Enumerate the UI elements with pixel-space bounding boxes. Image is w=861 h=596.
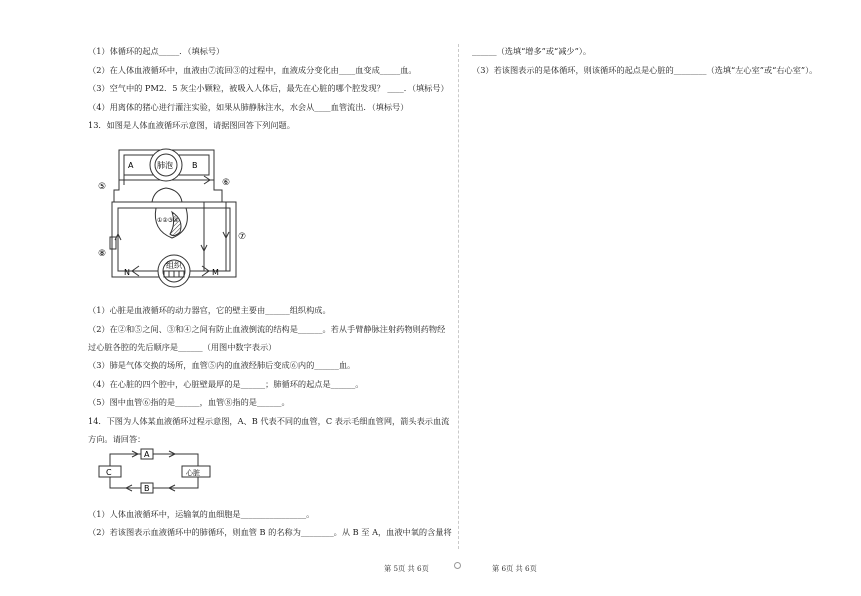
q13-part5: （5）图中血管⑥指的是______，血管⑧指的是______。 [88,397,290,407]
label-vessel-a: A [144,450,150,459]
circulation-diagram [94,140,254,295]
binding-hole-icon [454,562,461,569]
q14-part1: （1）人体血液循环中，运输氧的血细胞是________________。 [88,509,315,519]
page-number-right: 第 6页 共 6页 [492,564,537,573]
q13-part3: （3）肺是气体交换的场所，血管⑤内的血液经肺后变成⑥内的______血。 [88,360,356,370]
q13-part2b: 过心脏各腔的先后顺序是______（用图中数字表示） [88,342,277,352]
label-heart: 心脏 [186,469,200,477]
q12-part2: （2）在人体血液循环中，血液由⑦流回③的过程中，血液成分变化由____血变成_____血。 [88,65,417,75]
label-vessel-n: N [124,268,130,277]
q13-part2a: （2）在②和⑤之间、③和④之间有防止血液倒流的结构是______。若从手臂静脉注射药物则药物经 [88,324,446,334]
label-capillary-c: C [106,468,112,477]
q12-part1: （1）体循环的起点_____．（填标号） [88,46,225,56]
q13-title: 13．如图是人体血液循环示意图，请据图回答下列问题。 [88,120,295,130]
loop-diagram [96,446,216,498]
label-num-7: ⑦ [238,232,247,242]
label-vessel-b: B [192,161,198,170]
q14-title-line2: 方向。请回答： [88,434,146,444]
label-vessel-m: M [212,268,219,277]
column-divider [458,44,459,549]
label-num-8: ⑧ [98,249,107,259]
label-num-5: ⑤ [98,182,107,192]
q14-part2: （2）若该图表示血液循环中的肺循环，则血管 B 的名称为________。从 B 至 A，血液中氧的含量将 [88,527,452,537]
q14-part3: （3）若该图表示的是体循环，则该循环的起点是心脏的________（选填“左心室”或“右心室”）。 [472,65,818,75]
label-vessel-b: B [144,484,150,493]
label-heart-chambers: ①②③④ [157,217,179,224]
page-number-left: 第 5页 共 6页 [384,564,429,573]
label-tissue: 组织 [166,261,182,270]
q14-part2-continued: ______（选填“增多”或“减少”）。 [472,46,592,56]
label-lung: 肺泡 [157,161,173,170]
q13-part4: （4）在心脏的四个腔中，心脏壁最厚的是______；肺循环的起点是______。 [88,379,364,389]
label-num-6: ⑥ [222,178,231,188]
q12-part4: （4）用离体的猪心进行灌注实验，如果从肺静脉注水，水会从____血管流出．（填标号） [88,102,409,112]
q13-part1: （1）心脏是血液循环的动力器官，它的壁主要由______组织构成。 [88,305,331,315]
label-vessel-a: A [128,161,134,170]
q12-part3: （3）空气中的 PM2．5 灰尘小颗粒，被吸入人体后，最先在心脏的哪个腔发现？ ____．（填标号） [88,83,449,93]
q14-title-line1: 14．下图为人体某血液循环过程示意图，A、B 代表不同的血管，C 表示毛细血管网，箭头表示血流 [88,416,450,426]
